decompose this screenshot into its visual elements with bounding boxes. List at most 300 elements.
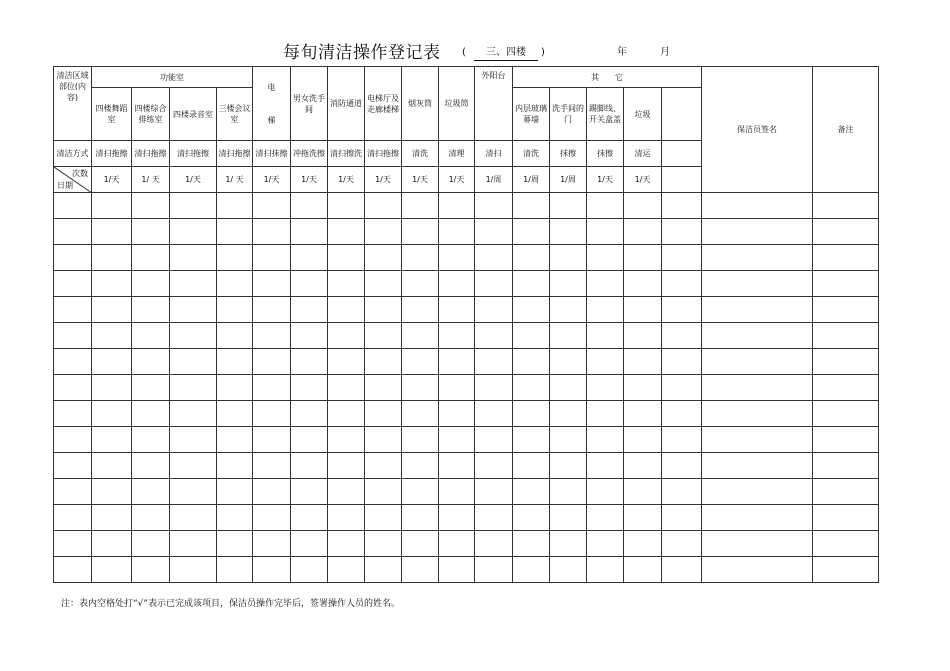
log-cell[interactable] [513, 245, 550, 271]
log-cell[interactable] [550, 245, 587, 271]
log-cell[interactable] [513, 505, 550, 531]
log-cell[interactable] [550, 401, 587, 427]
log-cell[interactable] [217, 453, 253, 479]
log-cell[interactable] [328, 453, 365, 479]
log-cell[interactable] [702, 427, 813, 453]
log-cell[interactable] [328, 531, 365, 557]
log-cell[interactable] [624, 349, 662, 375]
log-cell[interactable] [475, 557, 513, 583]
log-cell[interactable] [439, 479, 475, 505]
log-cell[interactable] [439, 557, 475, 583]
log-cell[interactable] [54, 245, 92, 271]
log-cell[interactable] [170, 323, 217, 349]
log-cell[interactable] [402, 349, 439, 375]
log-cell[interactable] [662, 323, 702, 349]
log-cell[interactable] [253, 297, 291, 323]
log-cell[interactable] [170, 271, 217, 297]
log-cell[interactable] [813, 245, 879, 271]
log-cell[interactable] [702, 271, 813, 297]
log-cell[interactable] [624, 375, 662, 401]
log-cell[interactable] [513, 427, 550, 453]
log-cell[interactable] [132, 427, 170, 453]
log-cell[interactable] [662, 245, 702, 271]
log-cell[interactable] [54, 427, 92, 453]
log-cell[interactable] [291, 479, 328, 505]
log-cell[interactable] [550, 193, 587, 219]
log-cell[interactable] [328, 297, 365, 323]
log-cell[interactable] [813, 219, 879, 245]
log-cell[interactable] [662, 297, 702, 323]
log-cell[interactable] [132, 557, 170, 583]
title-row [0, 40, 950, 66]
log-cell[interactable] [813, 323, 879, 349]
log-cell[interactable] [92, 219, 132, 245]
log-cell[interactable] [439, 453, 475, 479]
log-cell[interactable] [54, 271, 92, 297]
log-cell[interactable] [550, 323, 587, 349]
log-cell[interactable] [402, 401, 439, 427]
log-cell[interactable] [702, 453, 813, 479]
log-cell[interactable] [170, 193, 217, 219]
log-cell[interactable] [550, 427, 587, 453]
log-cell[interactable] [587, 531, 624, 557]
log-cell[interactable] [328, 271, 365, 297]
log-cell[interactable] [587, 323, 624, 349]
log-cell[interactable] [170, 401, 217, 427]
log-cell[interactable] [513, 453, 550, 479]
log-cell[interactable] [328, 219, 365, 245]
log-cell[interactable] [54, 375, 92, 401]
log-cell[interactable] [513, 219, 550, 245]
log-cell[interactable] [217, 193, 253, 219]
log-cell[interactable] [291, 193, 328, 219]
log-cell[interactable] [702, 479, 813, 505]
log-cell[interactable] [702, 297, 813, 323]
log-cell[interactable] [92, 297, 132, 323]
log-cell[interactable] [662, 401, 702, 427]
log-cell[interactable] [550, 297, 587, 323]
log-cell[interactable] [253, 531, 291, 557]
log-cell[interactable] [253, 479, 291, 505]
log-cell[interactable] [217, 531, 253, 557]
freq-cell: 1/天 [328, 167, 365, 193]
log-cell[interactable] [132, 193, 170, 219]
log-cell[interactable] [365, 453, 402, 479]
log-cell[interactable] [328, 401, 365, 427]
log-cell[interactable] [291, 245, 328, 271]
log-cell[interactable] [132, 297, 170, 323]
elevator-header: 电 梯 [253, 67, 291, 141]
log-cell[interactable] [54, 479, 92, 505]
log-cell[interactable] [813, 505, 879, 531]
log-cell[interactable] [217, 427, 253, 453]
log-cell[interactable] [513, 323, 550, 349]
log-cell[interactable] [217, 557, 253, 583]
log-cell[interactable] [475, 375, 513, 401]
log-cell[interactable] [475, 245, 513, 271]
log-cell[interactable] [170, 297, 217, 323]
log-cell[interactable] [54, 557, 92, 583]
method-cell [662, 141, 702, 167]
log-cell[interactable] [702, 557, 813, 583]
log-cell[interactable] [132, 271, 170, 297]
log-cell[interactable] [92, 427, 132, 453]
log-cell[interactable] [587, 245, 624, 271]
log-cell[interactable] [54, 193, 92, 219]
log-cell[interactable] [439, 531, 475, 557]
log-cell[interactable] [813, 349, 879, 375]
log-row [54, 479, 879, 505]
log-cell[interactable] [702, 323, 813, 349]
log-cell[interactable] [587, 427, 624, 453]
log-cell[interactable] [402, 193, 439, 219]
log-cell[interactable] [217, 219, 253, 245]
log-cell[interactable] [365, 427, 402, 453]
log-cell[interactable] [365, 557, 402, 583]
log-cell[interactable] [217, 375, 253, 401]
log-cell[interactable] [662, 557, 702, 583]
log-cell[interactable] [813, 479, 879, 505]
freq-cell: 1/天 [365, 167, 402, 193]
log-cell[interactable] [132, 375, 170, 401]
log-cell[interactable] [587, 401, 624, 427]
log-cell[interactable] [702, 193, 813, 219]
log-cell[interactable] [587, 297, 624, 323]
log-cell[interactable] [54, 505, 92, 531]
log-cell[interactable] [475, 219, 513, 245]
log-cell[interactable] [662, 219, 702, 245]
log-cell[interactable] [132, 323, 170, 349]
log-cell[interactable] [513, 557, 550, 583]
log-cell[interactable] [550, 453, 587, 479]
log-cell[interactable] [702, 375, 813, 401]
log-cell[interactable] [54, 401, 92, 427]
log-cell[interactable] [550, 219, 587, 245]
log-cell[interactable] [813, 401, 879, 427]
log-cell[interactable] [365, 245, 402, 271]
log-cell[interactable] [475, 193, 513, 219]
floor-value: 三、四楼 [474, 46, 538, 61]
log-cell[interactable] [475, 531, 513, 557]
log-cell[interactable] [813, 297, 879, 323]
log-cell[interactable] [475, 323, 513, 349]
log-cell[interactable] [402, 427, 439, 453]
log-cell[interactable] [402, 531, 439, 557]
log-cell[interactable] [702, 531, 813, 557]
log-cell[interactable] [170, 349, 217, 375]
log-cell[interactable] [291, 297, 328, 323]
log-cell[interactable] [702, 401, 813, 427]
log-cell[interactable] [132, 349, 170, 375]
method-cell: 清扫拖擦 [170, 141, 217, 167]
log-cell[interactable] [513, 401, 550, 427]
log-cell[interactable] [587, 219, 624, 245]
log-cell[interactable] [402, 323, 439, 349]
log-cell[interactable] [253, 271, 291, 297]
log-cell[interactable] [170, 375, 217, 401]
log-cell[interactable] [328, 427, 365, 453]
log-cell[interactable] [92, 557, 132, 583]
log-cell[interactable] [702, 219, 813, 245]
log-cell[interactable] [365, 505, 402, 531]
log-cell[interactable] [402, 479, 439, 505]
log-cell[interactable] [439, 427, 475, 453]
log-cell[interactable] [253, 245, 291, 271]
log-cell[interactable] [624, 453, 662, 479]
log-cell[interactable] [513, 479, 550, 505]
log-cell[interactable] [662, 271, 702, 297]
log-cell[interactable] [92, 323, 132, 349]
log-cell[interactable] [328, 193, 365, 219]
log-cell[interactable] [217, 349, 253, 375]
log-cell[interactable] [402, 375, 439, 401]
log-cell[interactable] [475, 401, 513, 427]
log-cell[interactable] [253, 349, 291, 375]
log-cell[interactable] [365, 375, 402, 401]
log-cell[interactable] [217, 505, 253, 531]
log-cell[interactable] [550, 531, 587, 557]
log-cell[interactable] [253, 505, 291, 531]
log-cell[interactable] [475, 479, 513, 505]
log-cell[interactable] [92, 505, 132, 531]
log-cell[interactable] [170, 531, 217, 557]
log-cell[interactable] [439, 193, 475, 219]
log-cell[interactable] [54, 323, 92, 349]
log-cell[interactable] [291, 375, 328, 401]
log-cell[interactable] [92, 349, 132, 375]
log-cell[interactable] [253, 219, 291, 245]
log-cell[interactable] [217, 323, 253, 349]
log-cell[interactable] [813, 557, 879, 583]
log-cell[interactable] [813, 271, 879, 297]
log-cell[interactable] [587, 349, 624, 375]
log-cell[interactable] [813, 453, 879, 479]
log-cell[interactable] [291, 427, 328, 453]
log-cell[interactable] [662, 427, 702, 453]
log-cell[interactable] [624, 323, 662, 349]
log-cell[interactable] [439, 245, 475, 271]
others-group-header: 其 它 [513, 67, 702, 88]
log-cell[interactable] [132, 245, 170, 271]
log-cell[interactable] [402, 271, 439, 297]
log-cell[interactable] [475, 505, 513, 531]
log-cell[interactable] [624, 505, 662, 531]
log-cell[interactable] [54, 531, 92, 557]
log-cell[interactable] [587, 479, 624, 505]
log-cell[interactable] [328, 375, 365, 401]
log-cell[interactable] [624, 245, 662, 271]
log-cell[interactable] [54, 453, 92, 479]
log-cell[interactable] [439, 505, 475, 531]
log-cell[interactable] [253, 375, 291, 401]
log-cell[interactable] [253, 557, 291, 583]
freq-cell [662, 167, 702, 193]
log-cell[interactable] [92, 271, 132, 297]
log-cell[interactable] [365, 323, 402, 349]
log-cell[interactable] [291, 349, 328, 375]
log-cell[interactable] [587, 375, 624, 401]
log-cell[interactable] [253, 453, 291, 479]
log-cell[interactable] [217, 479, 253, 505]
log-cell[interactable] [291, 401, 328, 427]
log-cell[interactable] [170, 505, 217, 531]
log-cell[interactable] [291, 271, 328, 297]
log-cell[interactable] [365, 297, 402, 323]
log-cell[interactable] [132, 453, 170, 479]
log-cell[interactable] [291, 531, 328, 557]
log-cell[interactable] [328, 479, 365, 505]
log-cell[interactable] [253, 427, 291, 453]
log-cell[interactable] [92, 401, 132, 427]
log-cell[interactable] [624, 531, 662, 557]
log-cell[interactable] [291, 323, 328, 349]
log-cell[interactable] [662, 349, 702, 375]
log-cell[interactable] [217, 271, 253, 297]
log-cell[interactable] [402, 453, 439, 479]
log-cell[interactable] [132, 479, 170, 505]
log-cell[interactable] [253, 401, 291, 427]
log-cell[interactable] [624, 271, 662, 297]
log-cell[interactable] [439, 401, 475, 427]
log-cell[interactable] [291, 505, 328, 531]
log-cell[interactable] [170, 453, 217, 479]
log-cell[interactable] [475, 271, 513, 297]
log-cell[interactable] [365, 271, 402, 297]
log-cell[interactable] [702, 505, 813, 531]
log-cell[interactable] [439, 297, 475, 323]
log-cell[interactable] [132, 401, 170, 427]
log-cell[interactable] [662, 193, 702, 219]
log-cell[interactable] [291, 557, 328, 583]
log-cell[interactable] [662, 479, 702, 505]
log-cell[interactable] [624, 193, 662, 219]
log-cell[interactable] [365, 193, 402, 219]
log-cell[interactable] [92, 453, 132, 479]
log-cell[interactable] [587, 505, 624, 531]
log-cell[interactable] [587, 271, 624, 297]
log-cell[interactable] [550, 375, 587, 401]
log-cell[interactable] [328, 245, 365, 271]
log-row [54, 531, 879, 557]
log-cell[interactable] [365, 349, 402, 375]
log-cell[interactable] [170, 219, 217, 245]
blank-rows [54, 193, 879, 583]
log-cell[interactable] [365, 531, 402, 557]
log-cell[interactable] [813, 193, 879, 219]
log-cell[interactable] [328, 349, 365, 375]
log-cell[interactable] [92, 193, 132, 219]
log-cell[interactable] [550, 479, 587, 505]
log-cell[interactable] [365, 219, 402, 245]
log-cell[interactable] [624, 557, 662, 583]
log-cell[interactable] [170, 479, 217, 505]
log-cell[interactable] [475, 427, 513, 453]
log-cell[interactable] [439, 349, 475, 375]
log-cell[interactable] [170, 245, 217, 271]
log-cell[interactable] [702, 245, 813, 271]
log-cell[interactable] [662, 531, 702, 557]
log-cell[interactable] [513, 297, 550, 323]
log-cell[interactable] [662, 505, 702, 531]
log-cell[interactable] [291, 219, 328, 245]
log-cell[interactable] [92, 375, 132, 401]
log-cell[interactable] [170, 427, 217, 453]
log-cell[interactable] [170, 557, 217, 583]
log-cell[interactable] [662, 453, 702, 479]
log-cell[interactable] [253, 323, 291, 349]
log-cell[interactable] [328, 505, 365, 531]
log-cell[interactable] [624, 479, 662, 505]
log-cell[interactable] [475, 453, 513, 479]
log-cell[interactable] [253, 193, 291, 219]
log-cell[interactable] [54, 349, 92, 375]
log-cell[interactable] [439, 219, 475, 245]
log-cell[interactable] [402, 219, 439, 245]
log-cell[interactable] [291, 453, 328, 479]
log-cell[interactable] [54, 297, 92, 323]
log-cell[interactable] [402, 245, 439, 271]
log-cell[interactable] [475, 349, 513, 375]
log-cell[interactable] [217, 401, 253, 427]
log-cell[interactable] [402, 505, 439, 531]
log-cell[interactable] [513, 193, 550, 219]
log-cell[interactable] [550, 349, 587, 375]
log-cell[interactable] [475, 297, 513, 323]
freq-label: 次数 [72, 169, 88, 178]
log-cell[interactable] [439, 271, 475, 297]
log-cell[interactable] [513, 349, 550, 375]
log-cell[interactable] [813, 375, 879, 401]
log-cell[interactable] [624, 401, 662, 427]
log-cell[interactable] [132, 505, 170, 531]
log-cell[interactable] [439, 375, 475, 401]
log-cell[interactable] [624, 427, 662, 453]
log-cell[interactable] [587, 453, 624, 479]
log-cell[interactable] [54, 219, 92, 245]
log-cell[interactable] [365, 479, 402, 505]
log-cell[interactable] [624, 297, 662, 323]
log-cell[interactable] [587, 193, 624, 219]
log-cell[interactable] [217, 297, 253, 323]
log-cell[interactable] [402, 297, 439, 323]
log-cell[interactable] [513, 271, 550, 297]
log-cell[interactable] [813, 427, 879, 453]
log-cell[interactable] [550, 271, 587, 297]
log-cell[interactable] [550, 505, 587, 531]
log-cell[interactable] [92, 531, 132, 557]
log-cell[interactable] [402, 557, 439, 583]
log-row [54, 271, 879, 297]
log-cell[interactable] [217, 245, 253, 271]
log-cell[interactable] [132, 219, 170, 245]
log-cell[interactable] [328, 323, 365, 349]
log-cell[interactable] [513, 375, 550, 401]
log-cell[interactable] [550, 557, 587, 583]
log-cell[interactable] [624, 219, 662, 245]
log-cell[interactable] [92, 245, 132, 271]
log-cell[interactable] [365, 401, 402, 427]
log-cell[interactable] [439, 323, 475, 349]
log-cell[interactable] [328, 557, 365, 583]
log-cell[interactable] [92, 479, 132, 505]
other-col-1: 洗手间的门 [550, 88, 587, 141]
log-cell[interactable] [587, 557, 624, 583]
log-cell[interactable] [702, 349, 813, 375]
log-cell[interactable] [513, 531, 550, 557]
log-cell[interactable] [662, 375, 702, 401]
log-cell[interactable] [132, 531, 170, 557]
log-cell[interactable] [813, 531, 879, 557]
